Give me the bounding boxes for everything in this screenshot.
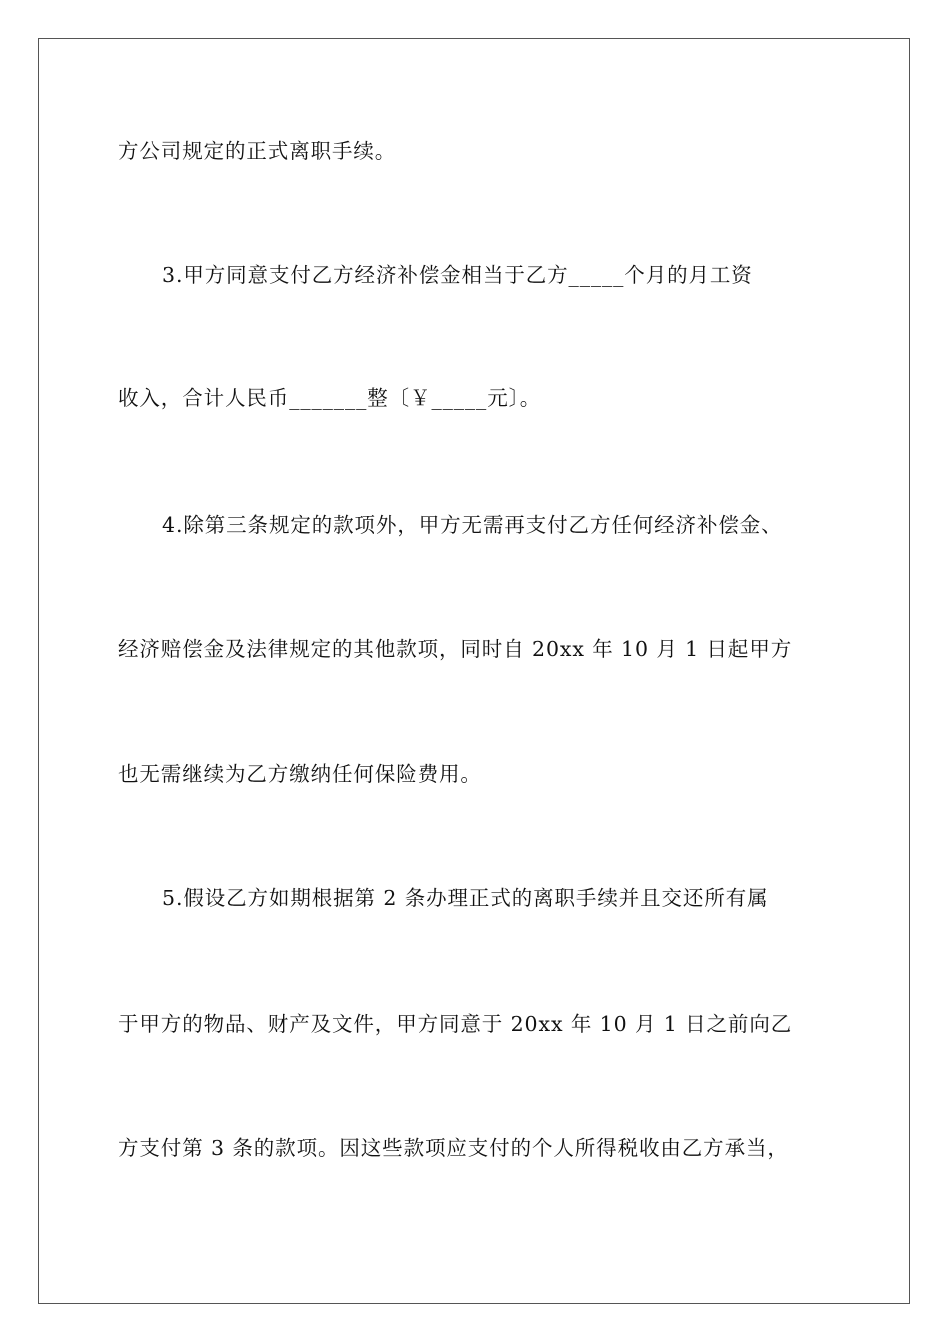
clause-5-line: 5.假设乙方如期根据第 2 条办理正式的离职手续并且交还所有属 — [162, 886, 769, 910]
text-line: 经济赔偿金及法律规定的其他款项，同时自 20xx 年 10 月 1 日起甲方 — [118, 637, 793, 661]
text-line: 方支付第 3 条的款项。因这些款项应支付的个人所得税收由乙方承当， — [118, 1136, 789, 1160]
clause-4-line: 4.除第三条规定的款项外，甲方无需再支付乙方任何经济补偿金、 — [162, 513, 783, 537]
text-line: 收入，合计人民币_______整〔￥_____元〕。 — [118, 386, 542, 410]
clause-3-line: 3.甲方同意支付乙方经济补偿金相当于乙方_____个月的月工资 — [162, 263, 753, 287]
page-frame — [38, 38, 910, 1304]
text-line: 于甲方的物品、财产及文件，甲方同意于 20xx 年 10 月 1 日之前向乙 — [118, 1012, 793, 1036]
text-line: 也无需继续为乙方缴纳任何保险费用。 — [118, 762, 482, 786]
text-line: 方公司规定的正式离职手续。 — [118, 139, 397, 163]
